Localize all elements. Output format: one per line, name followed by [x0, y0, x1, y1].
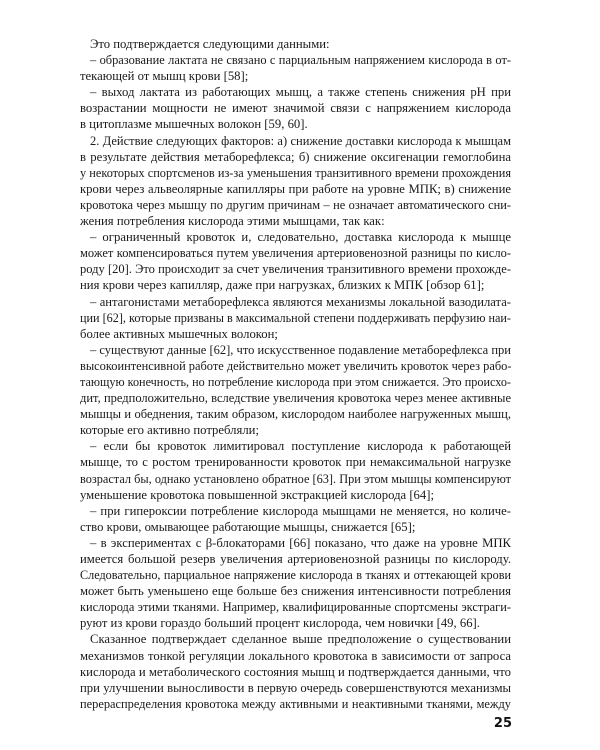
text-line: текающей от мышц крови [58]; [80, 69, 249, 84]
text-line: жения потребления кислорода этими мышцами, так как: [80, 214, 385, 229]
text-line: кислорода этими тканями. Например, квалифицированные спортсмены экстраги- [80, 600, 511, 615]
text-line: которые его активно потребляли; [80, 423, 259, 438]
text-line: руют из крови гораздо больший процент кислорода, чем новички [49, 66]. [80, 616, 480, 631]
text-line: – ограниченный кровоток и, следовательно, доставка кислорода к мышце [90, 230, 511, 245]
text-line: перераспределения кровотока между активными и неактивными тканями, между [80, 696, 511, 711]
text-line: – существуют данные [62], что искусственное подавление метаборефлекса при [90, 342, 511, 357]
text-line: тающую конечность, но потребление кислорода при этом снижается. Это происхо- [80, 374, 511, 389]
text-line: – в экспериментах с β-блокаторами [66] показано, что даже на уровне МПК [90, 535, 511, 550]
text-line: Сказанное подтверждает сделанное выше предположение о существовании [90, 632, 511, 647]
text-line: мышцы и обеднения, таким образом, кислородом наиболее нагруженных мышц, [80, 407, 511, 422]
text-line: – при гипероксии потребление кислорода мышцами не меняется, но количе- [90, 503, 511, 518]
text-line: кровотока через мышцу по другим причинам – не означает автоматического сни- [80, 197, 511, 212]
text-line: ния крови через капилляр, даже при нагрузках, близких к МПК [обзор 61]; [80, 278, 485, 293]
text-line: в цитоплазме мышечных волокон [59, 60]. [80, 117, 308, 132]
text-line: кислорода и метаболического состояния мышц и подтверждается данными, что [80, 664, 511, 679]
text-line: в результате действия метаборефлекса; б) снижение оксигенации гемоглобина [80, 149, 511, 164]
text-line: 2. Действие следующих факторов: а) снижение доставки кислорода к мышцам [90, 133, 511, 148]
text-line: Это подтверждается следующими данными: [90, 37, 330, 51]
text-line: – антагонистами метаборефлекса являются механизмы локальной вазодилата- [90, 294, 511, 309]
text-line: у некоторых спортсменов из-за уменьшения транзитивного времени прохождения [80, 165, 511, 180]
text-line: возрастал бы, однако установлено обратное [63]. При этом мышцы компенсируют [80, 471, 511, 486]
page-number: 25 [493, 716, 512, 731]
text-line: – выход лактата из работающих мышц, а также степень снижения pH при [90, 85, 511, 100]
body-text [80, 36, 511, 712]
text-line: роду [20]. Это происходит за счет увеличения транзитивного времени прохожде- [80, 262, 511, 277]
text-line: ство крови, омывающее работающие мышцы, снижается [65]; [80, 519, 416, 534]
text-line: – если бы кровоток лимитировал поступление кислорода к работающей [90, 439, 511, 454]
text-line: крови через альвеолярные капилляры при работе на уровне МПК; в) снижение [80, 181, 511, 196]
text-line: высокоинтенсивной работе действительно может увеличить кровоток через рабо- [80, 358, 512, 373]
text-line: возрастании мощности не имеют значимой связи с напряжением кислорода [80, 101, 511, 116]
text-line: может быть уменьшено еще больше без снижения интенсивности потребления [80, 584, 511, 599]
text-line: может компенсироваться путем увеличения артериовенозной разницы по кисло- [80, 246, 511, 261]
text-line: при улучшении выносливости в первую очередь совершенствуются механизмы [80, 680, 511, 695]
text-line: дит, предположительно, вследствие увеличения кровотока через менее активные [80, 391, 511, 406]
text-line: мышце, то с ростом тренированности кровоток при немаксимальной нагрузке [80, 455, 511, 470]
text-line: более активных мышечных волокон; [80, 326, 278, 341]
text-line: механизмов тонкой регуляции локального кровотока в зависимости от запроса [80, 648, 511, 663]
text-line: – образование лактата не связано с парциальным напряжением кислорода в от- [90, 53, 511, 68]
text-line: Следовательно, парциальное напряжение кислорода в тканях и оттекающей крови [80, 568, 511, 583]
text-line: уменьшение кровотока повышенной экстракцией кислорода [64]; [80, 487, 434, 502]
text-line: ции [62], которые призваны в максимальной степени поддерживать перфузию наи- [80, 310, 511, 325]
text-line: имеется большой резерв увеличения артериовенозной разницы по кислороду. [80, 552, 511, 566]
